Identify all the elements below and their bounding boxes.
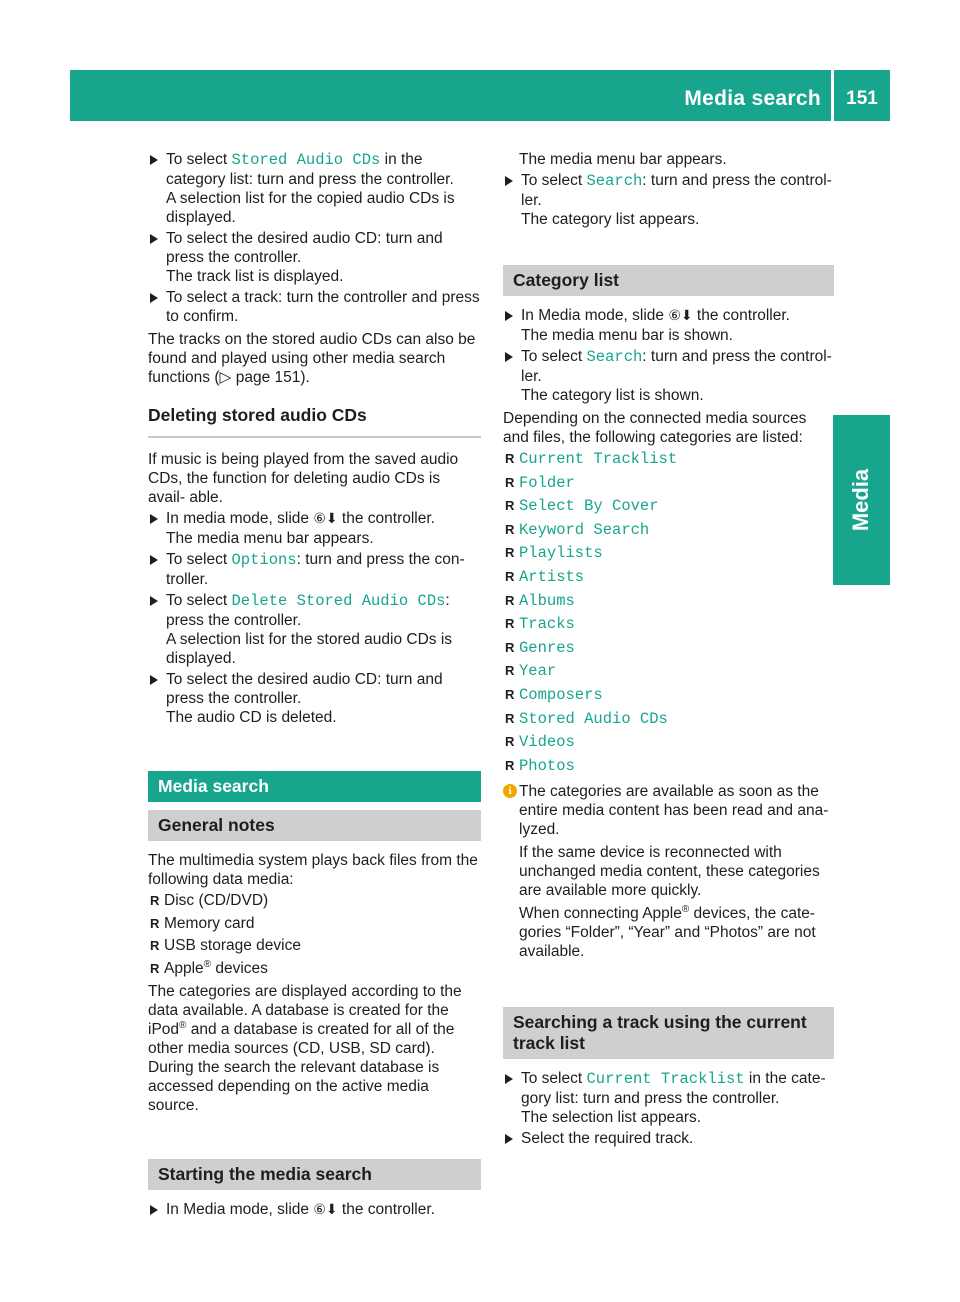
step-result: The media menu bar is shown.: [521, 327, 733, 344]
section-band: Media search: [148, 771, 481, 802]
category-item-label: Albums: [519, 591, 575, 610]
step: [148, 591, 481, 668]
category-item: [503, 732, 834, 752]
arrow-icon: [150, 234, 158, 244]
bullet-mark: R: [505, 451, 515, 466]
arrow-icon: [150, 596, 158, 606]
menu-code: Options: [231, 551, 297, 569]
step-result: The audio CD is deleted.: [166, 709, 337, 726]
step-result: A selection list for the copied audio CDs is displayed.: [166, 190, 455, 226]
list-item: [148, 891, 481, 910]
registered-mark: ®: [203, 958, 212, 970]
bullet-mark: R: [505, 639, 515, 655]
category-item-label: Keyword Search: [519, 520, 650, 539]
bullet-mark: R: [505, 686, 515, 702]
step: [148, 288, 481, 326]
arrow-icon: [150, 155, 158, 165]
left-column: [148, 150, 481, 1222]
category-item: [503, 614, 834, 634]
step: [503, 1069, 834, 1127]
step-text: To select: [166, 551, 232, 568]
bullet-mark: R: [505, 734, 515, 750]
controller-slide-icon: ⑥⬇: [313, 1201, 338, 1218]
step: [503, 347, 834, 405]
info-text: If the same device is reconnected with unchanged media content, these categories are available more quickly.: [519, 843, 820, 899]
category-item-label: Select By Cover: [519, 497, 659, 516]
page-number: 151: [846, 88, 878, 109]
paragraph: Depending on the connected media sources and files, the following categories are listed:: [503, 410, 807, 446]
list-item-text: USB storage device: [164, 937, 301, 955]
step-text: : turn and press the con- troller.: [166, 551, 465, 588]
step-text: To select a track: turn the controller and press to confirm.: [166, 289, 480, 325]
category-item-label: Photos: [519, 756, 575, 775]
category-item: [503, 661, 834, 681]
category-item-label: Playlists: [519, 544, 603, 563]
bullet-mark: R: [505, 568, 515, 584]
bullet-mark: R: [505, 474, 515, 490]
category-item: [503, 709, 834, 729]
category-item-label: Artists: [519, 567, 585, 586]
arrow-icon: [150, 555, 158, 565]
step: [148, 670, 481, 727]
step-text: To select: [166, 592, 232, 609]
category-item-label: Folder: [519, 473, 575, 492]
arrow-icon: [150, 1205, 158, 1215]
registered-mark: ®: [681, 903, 690, 915]
menu-code: Current Tracklist: [586, 1069, 745, 1088]
category-item: [503, 520, 834, 540]
paragraph: [148, 982, 481, 1115]
step: [148, 1200, 481, 1220]
bullet-mark: R: [505, 545, 515, 561]
category-item: [503, 638, 834, 658]
list-item-text: Disc (CD/DVD): [164, 892, 269, 909]
paragraph: The multimedia system plays back files from the following data media:: [148, 852, 478, 888]
step: [503, 306, 834, 345]
step-result: The media menu bar appears.: [519, 151, 727, 168]
category-item: [503, 591, 834, 611]
step-text: the controller.: [337, 510, 435, 527]
bullet-mark: R: [505, 498, 515, 514]
category-item: [503, 756, 834, 776]
bullet-mark: R: [150, 938, 160, 954]
info-note: [503, 782, 834, 961]
step: [148, 229, 481, 286]
list-item-text: Memory card: [164, 914, 255, 932]
step-text: To select the desired audio CD: turn and press the controller.: [166, 230, 443, 266]
paragraph-text: The categories are displayed according to the data available. A database is created for the iPod: [148, 982, 462, 1038]
step: [503, 171, 834, 229]
arrow-icon: [150, 675, 158, 685]
arrow-icon: [505, 1074, 513, 1084]
category-item-label: Tracks: [519, 615, 575, 634]
step-text: : turn and press the control- ler.: [521, 172, 832, 209]
right-column: [503, 150, 834, 1150]
section-heading: Deleting stored audio CDs: [148, 405, 481, 438]
side-tab-label-wrap: [833, 415, 890, 585]
arrow-icon: [505, 1134, 513, 1144]
step-text: : press the controller.: [166, 592, 450, 629]
paragraph: The tracks on the stored audio CDs can also be found and played using other media search functions (▷ page 151).: [148, 331, 476, 386]
step: [148, 509, 481, 548]
step: [148, 550, 481, 589]
bullet-mark: R: [505, 710, 515, 726]
page-title: Media search: [684, 87, 821, 110]
section-heading: General notes: [148, 810, 481, 841]
arrow-icon: [150, 514, 158, 524]
list-item: [148, 936, 481, 955]
menu-code: Search: [586, 172, 643, 190]
arrow-icon: [505, 176, 513, 186]
menu-code: Delete Stored Audio CDs: [231, 592, 446, 610]
arrow-icon: [505, 311, 513, 321]
step-text: In media mode, slide: [166, 510, 314, 527]
category-item-label: Genres: [519, 638, 575, 657]
step-text: To select: [521, 1069, 587, 1087]
step-text: In Media mode, slide: [166, 1200, 314, 1218]
list-item-text: Apple: [164, 959, 204, 977]
info-text-part: devices, the cate- gories “Folder”, “Year” and “Photos” are not available.: [519, 904, 816, 960]
bullet-mark: R: [150, 960, 160, 976]
step-result: The category list is shown.: [521, 387, 704, 404]
info-text: [519, 904, 834, 961]
list-item: [148, 959, 481, 978]
section-heading: Category list: [503, 265, 834, 296]
step-text: To select the desired audio CD: turn and press the controller.: [166, 671, 443, 707]
menu-code: Search: [586, 348, 643, 366]
header-bar: [70, 70, 890, 121]
category-item-label: Year: [519, 662, 557, 681]
info-text-part: When connecting Apple: [519, 904, 682, 922]
step-text: : turn and press the control- ler.: [521, 348, 832, 385]
paragraph: If music is being played from the saved audio CDs, the function for deleting audio CDs is avail- able.: [148, 451, 459, 506]
paragraph-text: and a database is created for all of the other media sources (CD, USB, SD card). During the search the relevant database is accessed depending on the active media source.: [148, 1020, 455, 1114]
registered-mark: ®: [179, 1019, 187, 1031]
category-item: [503, 685, 834, 705]
arrow-icon: [150, 293, 158, 303]
bullet-mark: R: [505, 757, 515, 773]
list-item-text: devices: [211, 959, 268, 977]
controller-slide-icon: ⑥⬇: [668, 308, 693, 324]
category-item: [503, 473, 834, 493]
step-text: To select: [521, 172, 587, 189]
step-text: in the cate- gory list: turn and press the controller.: [521, 1069, 826, 1107]
step-text: the controller.: [692, 307, 790, 324]
bullet-mark: R: [505, 592, 515, 608]
info-text: The categories are available as soon as the entire media content has been read and ana- lyzed.: [519, 782, 829, 838]
step-text: In Media mode, slide: [521, 307, 669, 324]
step-result: The category list appears.: [521, 211, 700, 228]
bullet-mark: R: [505, 663, 515, 679]
category-item: [503, 496, 834, 516]
menu-code: Stored Audio CDs: [231, 151, 381, 169]
bullet-mark: R: [150, 915, 160, 931]
step-text: To select: [521, 348, 587, 365]
bullet-mark: R: [505, 521, 515, 537]
controller-slide-icon: ⑥⬇: [313, 511, 338, 527]
section-heading: Starting the media search: [148, 1159, 481, 1190]
step-result: The selection list appears.: [521, 1108, 702, 1126]
side-tab-label: Media: [848, 468, 874, 532]
step-result: The media menu bar appears.: [166, 530, 374, 547]
category-item-label: Current Tracklist: [519, 450, 678, 468]
step: [503, 1129, 834, 1148]
step: [148, 150, 481, 227]
category-item: [503, 567, 834, 587]
section-heading: Searching a track using the current track list: [503, 1007, 834, 1059]
arrow-icon: [505, 352, 513, 362]
category-item-label: Stored Audio CDs: [519, 709, 668, 728]
step-text: To select: [166, 151, 232, 168]
category-item-label: Videos: [519, 733, 575, 752]
category-item: [503, 449, 834, 469]
category-item: [503, 543, 834, 563]
step-text: Select the required track.: [521, 1129, 694, 1147]
category-item-label: Composers: [519, 685, 603, 704]
step-result: A selection list for the stored audio CDs is displayed.: [166, 631, 453, 667]
bullet-mark: R: [150, 893, 160, 908]
info-icon: i: [503, 784, 517, 798]
bullet-mark: R: [505, 616, 515, 632]
list-item: [148, 914, 481, 933]
step-text: the controller.: [337, 1200, 435, 1218]
step-text: in the category list: turn and press the controller.: [166, 151, 454, 188]
step-result: The track list is displayed.: [166, 268, 344, 285]
category-list: [503, 449, 834, 776]
